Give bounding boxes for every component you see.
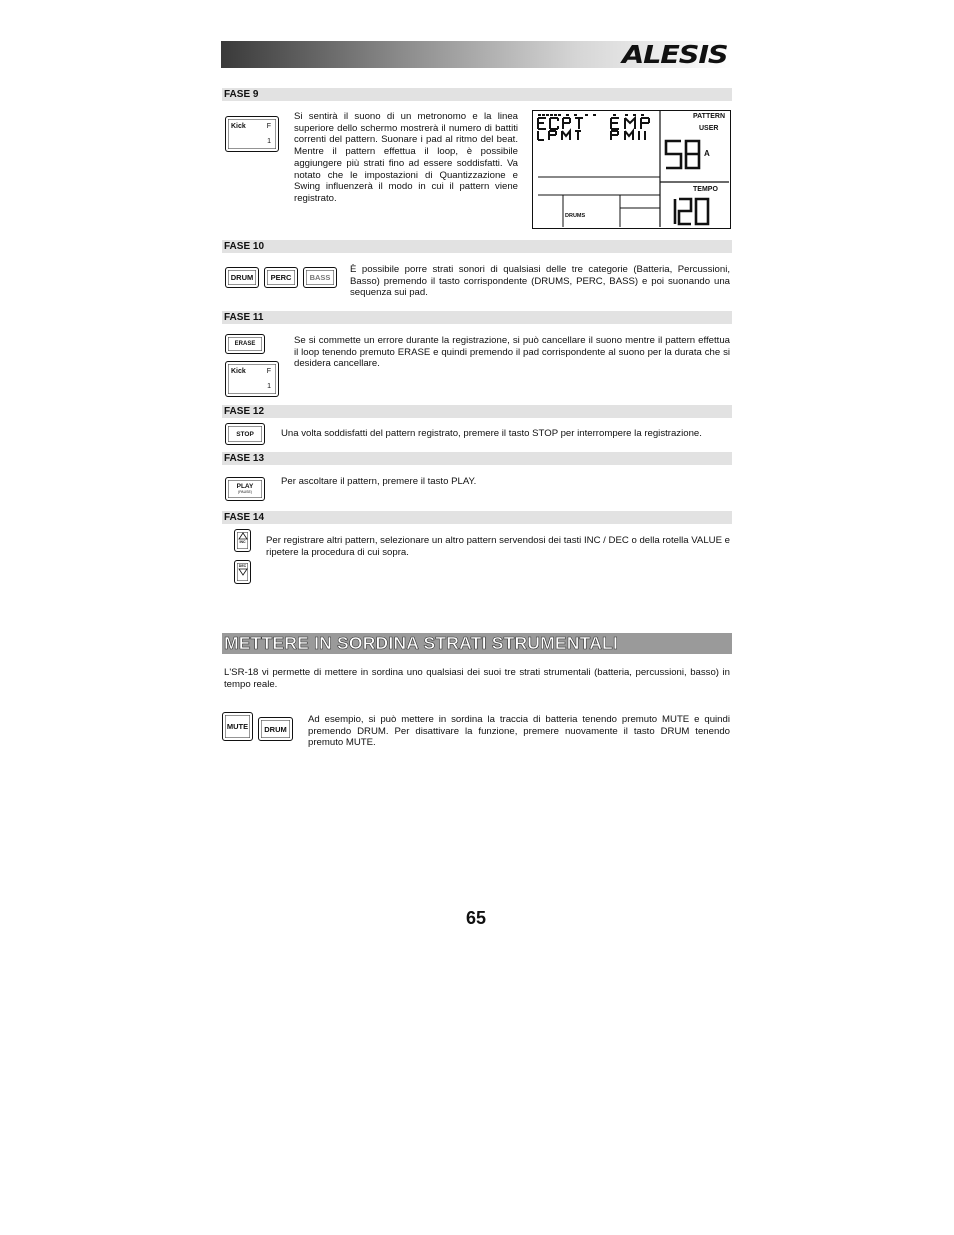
play-button[interactable] — [225, 477, 265, 501]
pad-bank: F — [266, 123, 271, 130]
step-11-text: Se si commette un errore durante la registrazione, si può cancellare il suono mentre il pattern effettua il loop tenendo premuto ERASE e quindi premendo il pad corrispondente al suono per la durata che si desidera cancellare. — [294, 335, 730, 370]
inc-label: INC — [239, 540, 246, 544]
drum-button[interactable]: DRUM — [225, 267, 259, 288]
kick-pad-erase[interactable] — [225, 361, 279, 397]
lcd-pattern-label: PATTERN — [693, 113, 726, 120]
section-intro: L'SR-18 vi permette di mettere in sordina uno qualsiasi dei suoi tre strati strumentali (batteria, percussioni, basso) in tempo reale. — [224, 667, 730, 690]
lcd-tempo-value — [677, 201, 679, 202]
step-14-text: Per registrare altri pattern, selezionare un altro pattern servendosi dei tasti INC / DEC o della rotella VALUE e ripetere la procedura di cui sopra. — [266, 535, 730, 558]
play-label: PLAY — [236, 483, 254, 490]
pad-name: Kick — [231, 368, 246, 375]
lcd-pattern-number — [671, 141, 672, 142]
up-arrow-icon — [238, 532, 248, 540]
alesis-logo: ALESIS — [622, 40, 728, 69]
lcd-tempo-label: TEMPO — [693, 186, 718, 193]
step-heading-12: FASE 12 — [222, 405, 732, 418]
pad-number: 1 — [267, 138, 271, 145]
dot-matrix-row-1 — [538, 114, 644, 116]
lcd-display — [532, 110, 731, 229]
step-heading-11: FASE 11 — [222, 311, 732, 324]
pad-bank: F — [266, 368, 271, 375]
mute-button[interactable]: MUTE — [222, 712, 253, 741]
step-13-text: Per ascoltare il pattern, premere il tasto PLAY. — [281, 476, 477, 487]
step-9-text: Si sentirà il suono di un metronomo e la linea superiore dello schermo mostrerà il numero di battiti correnti del pattern. Suonare i pad al ritmo del beat. Mentre il pattern effettua il loop, è possibile aggiungere più strati fino ad essere soddisfatti. Va notato che le impostazioni di Quantizzazione e Swing influenzerà il modo in cui il pattern viene registrato. — [294, 111, 518, 204]
dot-matrix-text-1 — [538, 118, 649, 129]
step-heading-14: FASE 14 — [222, 511, 732, 524]
inc-button[interactable] — [234, 529, 251, 552]
bass-button[interactable]: BASS — [303, 267, 337, 288]
step-12-text: Una volta soddisfatti del pattern registrato, premere il tasto STOP per interrompere la registrazione. — [281, 428, 702, 439]
section-example: Ad esempio, si può mettere in sordina la traccia di batteria tenendo premuto MUTE e quindi premendo DRUM. Per disattivare la funzione, premere nuovamente il tasto DRUM tenendo premuto MUTE. — [308, 714, 730, 749]
step-10-text: È possibile porre strati sonori di qualsiasi delle tre categorie (Batteria, Percussioni, Basso) premendo il tasto corrispondente (DRUMS, PERC, BASS) e poi suonando una sequenza sui pad. — [350, 264, 730, 299]
step-heading-9: FASE 9 — [222, 88, 732, 101]
pad-number: 1 — [267, 383, 271, 390]
dot-matrix-text-2 — [538, 131, 645, 140]
tempo-segments — [675, 199, 708, 224]
lcd-drums-label: DRUMS — [565, 213, 586, 219]
stop-button[interactable]: STOP — [225, 423, 265, 445]
step-heading-10: FASE 10 — [222, 240, 732, 253]
dec-label: DEC — [238, 564, 247, 568]
pad-name: Kick — [231, 123, 246, 130]
lcd-user-label: USER — [699, 125, 719, 132]
step-heading-13: FASE 13 — [222, 452, 732, 465]
perc-button[interactable]: PERC — [264, 267, 298, 288]
pattern-number-segments — [666, 141, 699, 168]
drum-button-mute[interactable]: DRUM — [258, 717, 293, 741]
lcd-pattern-variation: A — [704, 149, 710, 158]
erase-button[interactable]: ERASE — [225, 334, 265, 354]
page-number: 65 — [466, 908, 487, 928]
dec-button[interactable] — [234, 560, 251, 584]
pause-label: (PAUSE) — [238, 490, 252, 494]
section-heading: METTERE IN SORDINA STRATI STRUMENTALI — [222, 633, 732, 654]
down-arrow-icon — [238, 568, 248, 576]
kick-pad[interactable] — [225, 116, 279, 152]
